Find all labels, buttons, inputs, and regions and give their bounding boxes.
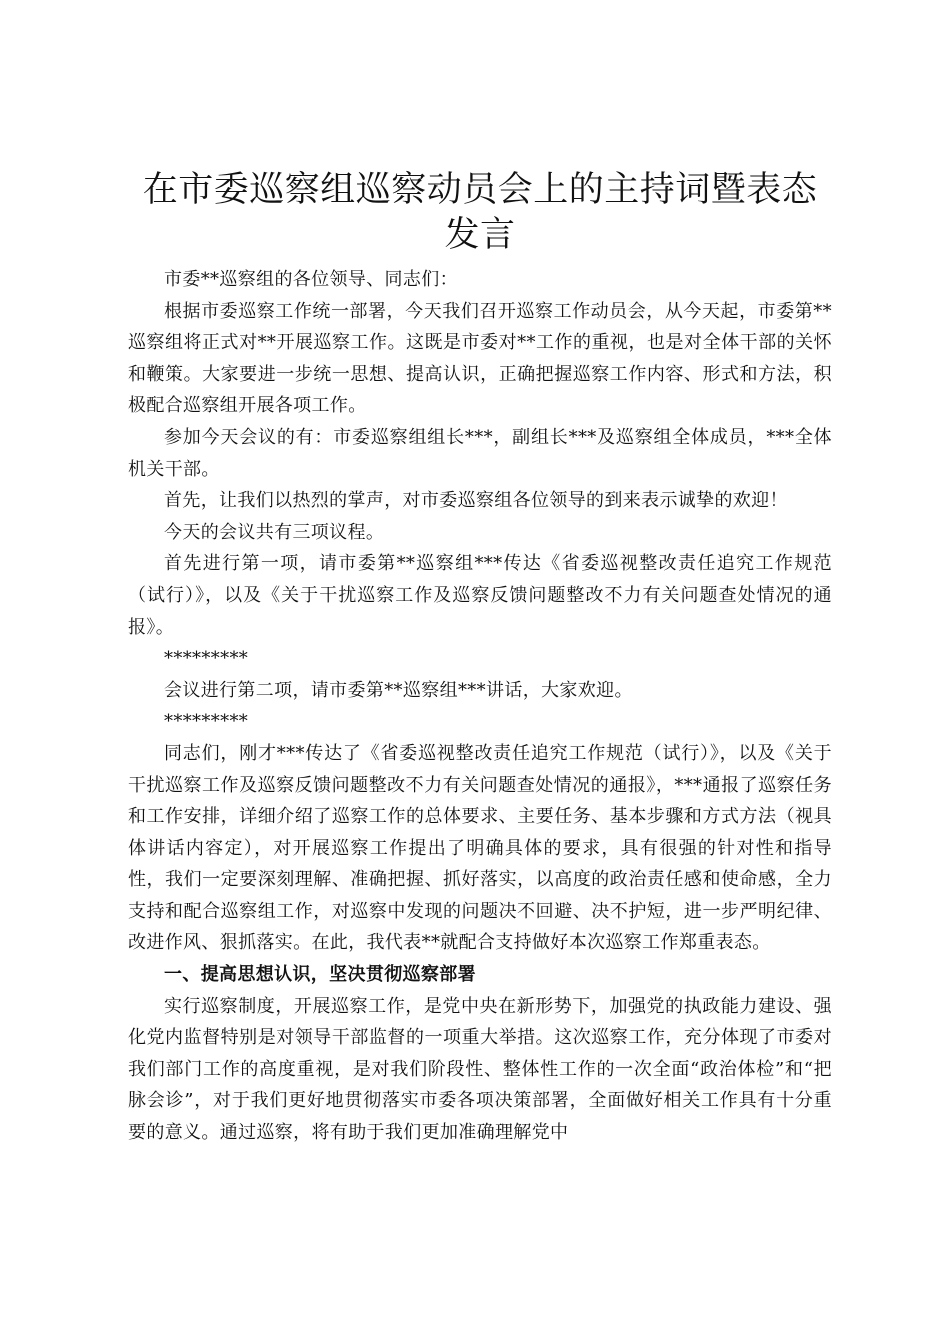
salutation: 市委**巡察组的各位领导、同志们：	[164, 269, 458, 290]
paragraph-attendees: 参加今天会议的有：市委巡察组组长***，副组长***及巡察组全体成员，***全体机关干部。	[128, 426, 832, 480]
placeholder-stars-2: *********	[164, 711, 249, 733]
paragraph-item-one: 首先进行第一项，请市委第**巡察组***传达《省委巡视整改责任追究工作规范（试行）》，以及《关于干扰巡察工作及巡察反馈问题整改不力有关问题查处情况的通报》。	[128, 553, 832, 638]
paragraph-agenda: 今天的会议共有三项议程。	[164, 521, 385, 543]
paragraph-arrangement: 根据市委巡察工作统一部署，今天我们召开巡察工作动员会，从今天起，市委第**巡察组将正式对**开展巡察工作。这既是市委对**工作的重视，也是对全体干部的关怀和鞭策。大家要进一步统一思想、提高认识，正确把握巡察工作内容、形式和方法，积极配合巡察组开展各项工作。	[128, 300, 832, 417]
paragraph-welcome: 首先，让我们以热烈的掌声，对市委巡察组各位领导的到来表示诚挚的欢迎！	[164, 490, 788, 512]
section-heading-1: 一、提高思想认识，坚决贯彻巡察部署	[164, 964, 476, 986]
placeholder-stars-1: *********	[164, 648, 249, 670]
document-body	[128, 264, 832, 1149]
paragraph-item-two: 会议进行第二项，请市委第**巡察组***讲话，大家欢迎。	[164, 679, 633, 701]
paragraph-statement: 同志们，刚才***传达了《省委巡视整改责任追究工作规范（试行）》，以及《关于干扰巡察工作及巡察反馈问题整改不力有关问题查处情况的通报》，***通报了巡察任务和工作安排，详细介绍了巡察工作的总体要求、主要任务、基本步骤和方式方法（视具体讲话内容定），对开展巡察工作提出了明确具体的要求，具有很强的针对性和指导性，我们一定要深刻理解、准确把握、抓好落实，以高度的政治责任感和使命感，全力支持和配合巡察组工作，对巡察中发现的问题决不回避、决不护短，进一步严明纪律、改进作风、狠抓落实。在此，我代表**就配合支持做好本次巡察工作郑重表态。	[128, 742, 832, 954]
paragraph-section-1: 实行巡察制度，开展巡察工作，是党中央在新形势下，加强党的执政能力建设、强化党内监督特别是对领导干部监督的一项重大举措。这次巡察工作，充分体现了市委对我们部门工作的高度重视，是对我们阶段性、整体性工作的一次全面“政治体检”和“把脉会诊”，对于我们更好地贯彻落实市委各项决策部署，全面做好相关工作具有十分重要的意义。通过巡察，将有助于我们更加准确理解党中	[128, 995, 832, 1144]
document-title: 在市委巡察组巡察动员会上的主持词暨表态发言	[142, 170, 818, 255]
document-page	[128, 168, 832, 1149]
